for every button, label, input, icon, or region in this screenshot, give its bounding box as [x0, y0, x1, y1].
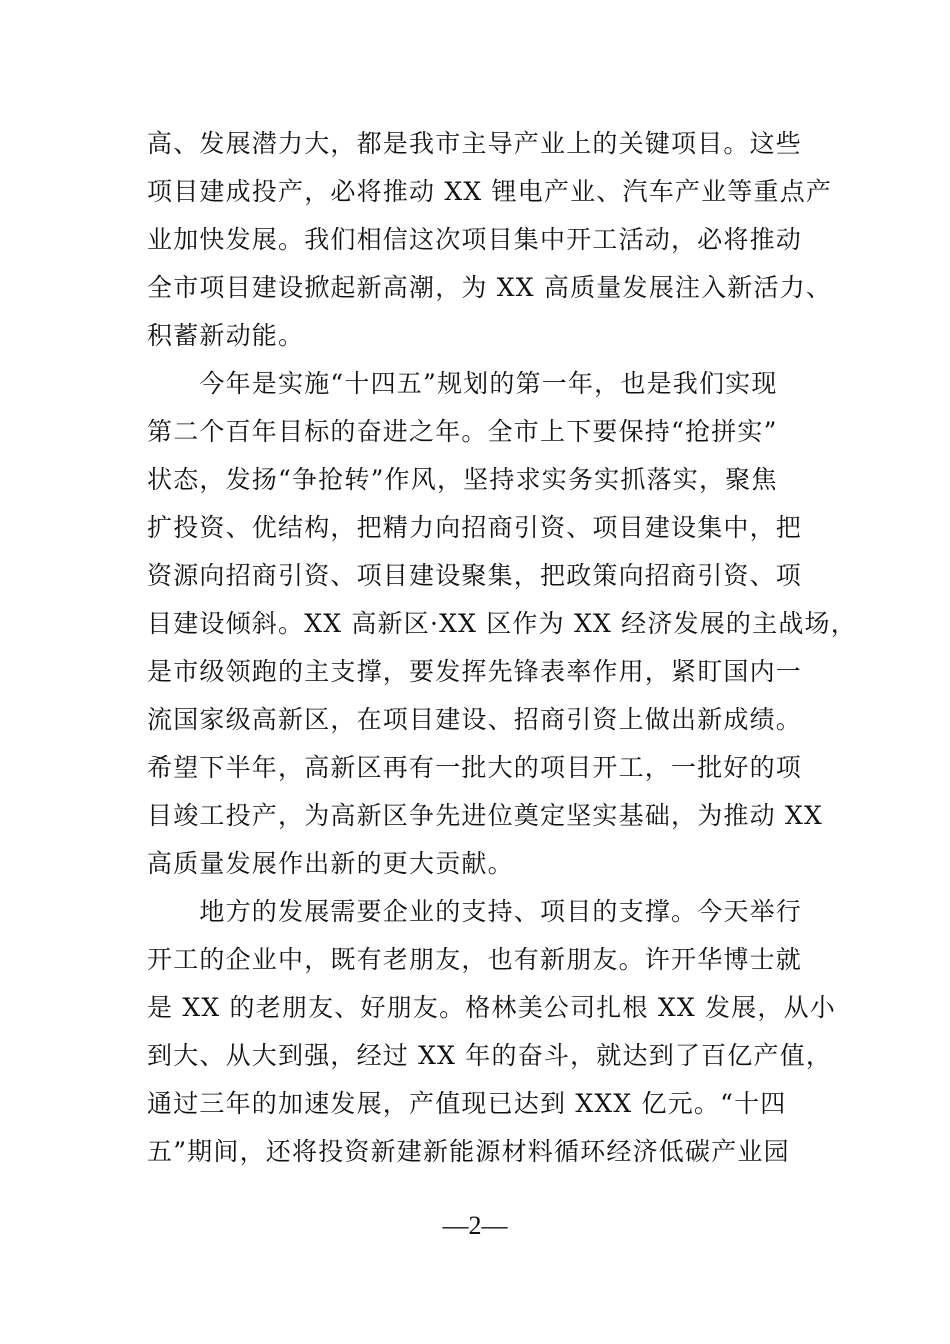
text-line: 目建设倾斜。XX 高新区·XX 区作为 XX 经济发展的主战场，	[147, 609, 857, 638]
text-line: 今年是实施“十四五”规划的第一年，也是我们实现	[147, 369, 778, 398]
text-line: 是 XX 的老朋友、好朋友。格林美公司扎根 XX 发展，从小	[147, 993, 836, 1022]
text-line: 是市级领跑的主支撑，要发挥先锋表率作用，紧盯国内一	[147, 657, 803, 686]
page-number: —2—	[442, 1211, 508, 1240]
text-line: 资源向招商引资、项目建设聚集，把政策向招商引资、项	[147, 561, 803, 590]
text-line: 业加快发展。我们相信这次项目集中开工活动，必将推动	[147, 225, 803, 254]
text-line: 全市项目建设掀起新高潮，为 XX 高质量发展注入新活力、	[147, 273, 833, 302]
text-line: 高质量发展作出新的更大贡献。	[147, 849, 514, 878]
text-line: 状态，发扬“争抢转”作风，坚持求实务实抓落实，聚焦	[147, 465, 778, 494]
body-text	[147, 120, 857, 1176]
text-line: 五”期间，还将投资新建新能源材料循环经济低碳产业园	[147, 1137, 790, 1166]
text-line: 积蓄新动能。	[147, 321, 305, 350]
text-line: 高、发展潜力大，都是我市主导产业上的关键项目。这些	[147, 129, 803, 158]
text-line: 到大、从大到强，经过 XX 年的奋斗，就达到了百亿产值，	[147, 1041, 833, 1070]
text-line: 项目建成投产，必将推动 XX 锂电产业、汽车产业等重点产	[147, 177, 833, 206]
text-line: 流国家级高新区，在项目建设、招商引资上做出新成绩。	[147, 705, 803, 734]
text-line: 通过三年的加速发展，产值现已达到 XXX 亿元。“十四	[147, 1089, 787, 1118]
text-line: 开工的企业中，既有老朋友，也有新朋友。许开华博士就	[147, 945, 803, 974]
text-line: 希望下半年，高新区再有一批大的项目开工，一批好的项	[147, 753, 803, 782]
text-line: 第二个百年目标的奋进之年。全市上下要保持“抢拼实”	[147, 417, 778, 446]
text-line: 目竣工投产，为高新区争先进位奠定坚实基础，为推动 XX	[147, 801, 823, 830]
text-line: 扩投资、优结构，把精力向招商引资、项目建设集中，把	[147, 513, 803, 542]
text-line: 地方的发展需要企业的支持、项目的支撑。今天举行	[147, 897, 803, 926]
